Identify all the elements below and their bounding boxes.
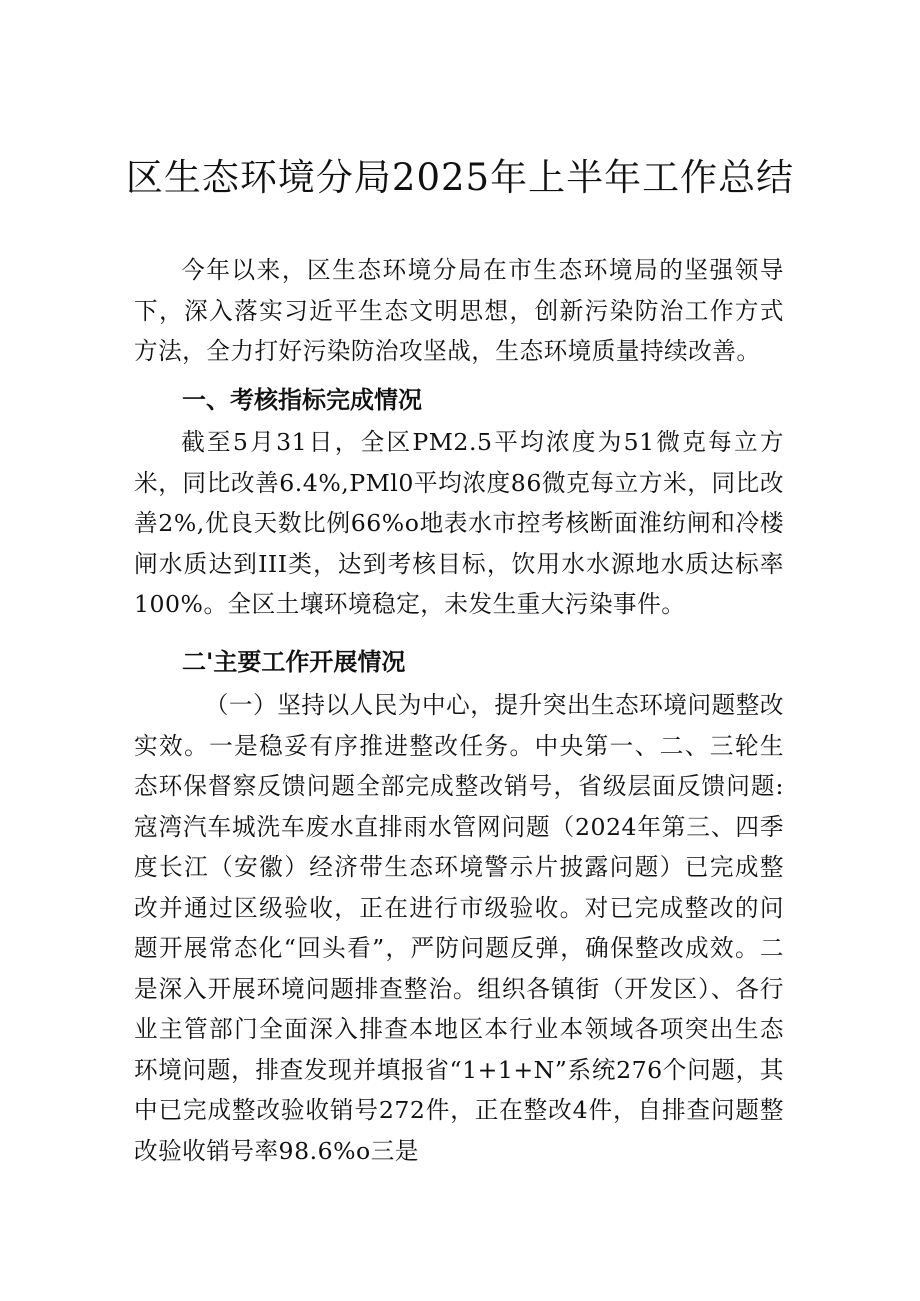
section-2-paragraph: （一）坚持以人民为中心，提升突出生态环境问题整改实效。一是稳妥有序推进整改任务。中央第一、二、三轮生态环保督察反馈问题全部完成整改销号，省级层面反馈问题:寇湾汽车城洗车废水直排雨水管网问题（2024年第三、四季度长江（安徽）经济带生态环境警示片披露问题）已完成整改并通过区级验收，正在进行市级验收。对已完成整改的问题开展常态化“回头看”，严防问题反弹，确保整改成效。二是深入开展环境问题排查整治。组织各镇街（开发区）、各行业主管部门全面深入排查本地区本行业本领域各项突出生态环境问题，排查发现并填报省“1+1+N”系统276个问题，其中已完成整改验收销号272件，正在整改4件，自排查问题整改验收销号率98.6%o三是 xyxy=(134,691,784,1165)
section-1-paragraph: 截至5月31日，全区PM2.5平均浓度为51微克每立方米，同比改善6.4%,PMl0平均浓度86微克每立方米，同比改善2%,优良天数比例66%o地表水市控考核断面淮纺闸和冷楼闸水质达到III类，达到考核目标，饮用水水源地水质达标率100%。全区土壤环境稳定，未发生重大污染事件。 xyxy=(134,428,784,618)
section-heading-1: 一、考核指标完成情况 xyxy=(182,386,422,414)
section-heading-2: 二'主要工作开展情况 xyxy=(182,648,406,676)
intro-paragraph: 今年以来，区生态环境分局在市生态环境局的坚强领导下，深入落实习近平生态文明思想，创新污染防治工作方式方法，全力打好污染防治攻坚战，生态环境质量持续改善。 xyxy=(134,256,784,365)
document-title: 区生态环境分局2025年上半年工作总结 xyxy=(125,156,795,199)
